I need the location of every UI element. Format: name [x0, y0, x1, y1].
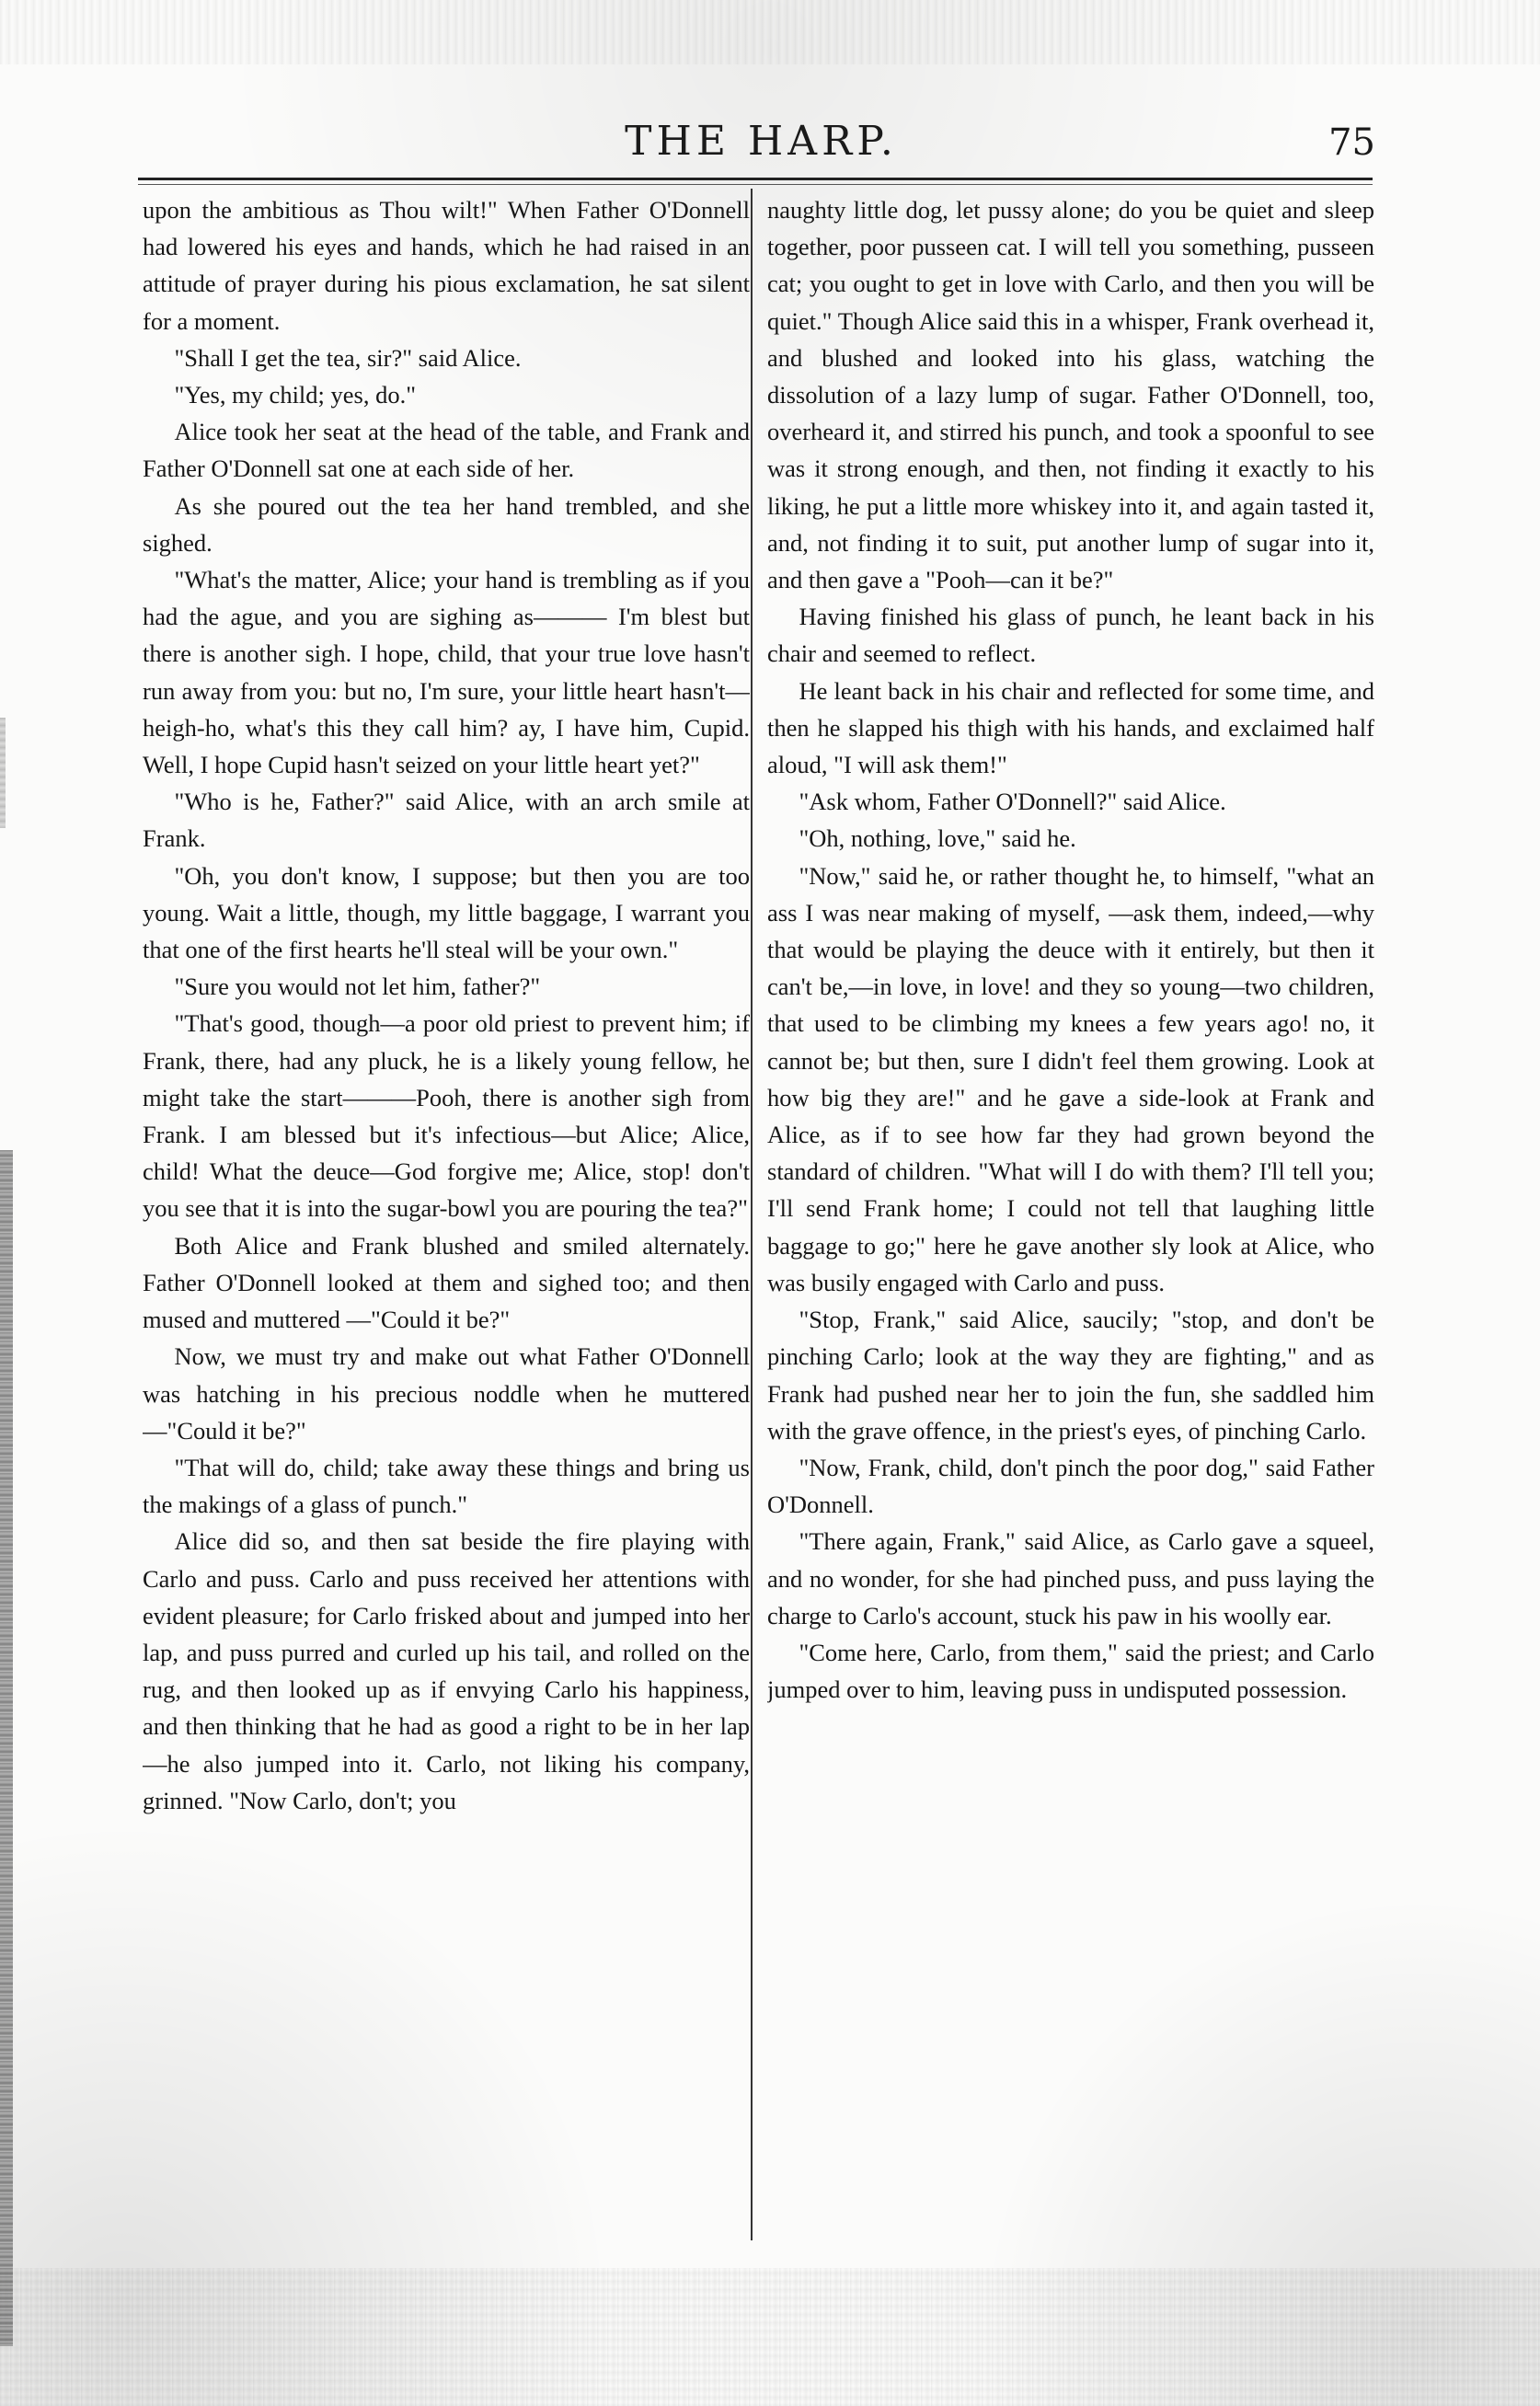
paragraph: Alice took her seat at the head of the table, and Frank and Father O'Donnell sat one at each side of her. — [143, 418, 750, 483]
header-rule — [138, 178, 1373, 180]
scan-edge-strip — [0, 1150, 13, 2346]
paragraph: naughty little dog, let pussy alone; do you be quiet and sleep together, poor pusseen cat. I will tell you something, pusseen cat; you ought to get in love with Carlo, and then you will be quiet." Though Alice said this in a whisper, Frank overhead it, and blushed and looked into his glass, watching the dissolution of a lazy lump of sugar. Father O'Donnell, too, overheard it, and stirred his punch, and took a spoonful to see was it strong enough, and then, not finding it exactly to his liking, he put a little more whiskey into it, and again tasted it, and, not finding it to suit, put another lump of sugar into it, and then gave a "Pooh—can it be?" — [767, 196, 1374, 594]
paragraph: "Come here, Carlo, from them," said the priest; and Carlo jumped over to him, leaving puss in undisputed possession. — [767, 1638, 1374, 1704]
paragraph: "Oh, nothing, love," said he. — [799, 824, 1076, 853]
right-column — [767, 191, 1374, 2243]
paragraph: Now, we must try and make out what Father O'Donnell was hatching in his precious noddle when he muttered—"Could it be?" — [143, 1342, 750, 1445]
paragraph: "Ask whom, Father O'Donnell?" said Alice. — [799, 788, 1226, 816]
header-rule-thin — [138, 184, 1373, 185]
paragraph: "Now," said he, or rather thought he, to himself, "what an ass I was near making of myself, —ask them, indeed,—why that would be playing the deuce with it entirely, but then it can't be,—in love, in love! and they so young—two children, that used to be climbing my knees a few years ago! no, it cannot be; but then, sure I didn't feel them growing. Look at how big they are!" and he gave a side-look at Frank and Alice, as if to see how far they had grown beyond the standard of children. "What will I do with them? I'll tell you; I'll send Frank home; I could not tell that laughing little baggage to go;" here he gave another sly look at Alice, who was busily engaged with Carlo and puss. — [767, 861, 1374, 1296]
paragraph: Both Alice and Frank blushed and smiled alternately. Father O'Donnell looked at them and sighed too; and then mused and muttered —"Could it be?" — [143, 1231, 750, 1334]
paragraph: "Sure you would not let him, father?" — [174, 973, 541, 1001]
paragraph: "Who is he, Father?" said Alice, with an arch smile at Frank. — [143, 788, 750, 853]
paragraph: "That will do, child; take away these things and bring us the makings of a glass of punch." — [143, 1453, 750, 1519]
scan-edge-mark — [0, 718, 6, 828]
column-divider — [751, 189, 753, 2240]
paragraph: "That's good, though—a poor old priest to prevent him; if Frank, there, had any pluck, he is a likely young fellow, he might take the start———Pooh, there is another sigh from Frank. I am blessed but it's infectious—but Alice; Alice, child! What the deuce—God forgive me; Alice, stop! don't you see that it is into the sugar-bowl you are pouring the tea?" — [143, 1009, 750, 1223]
page-header — [147, 118, 1375, 173]
paragraph: "Oh, you don't know, I suppose; but then you are too young. Wait a little, though, my little baggage, I warrant you that one of the first hearts he'll steal will be your own." — [143, 861, 750, 964]
paragraph: "There again, Frank," said Alice, as Carlo gave a squeel, and no wonder, for she had pinched puss, and puss laying the charge to Carlo's account, stuck his paw in his woolly ear. — [767, 1527, 1374, 1629]
page-number: 75 — [1328, 121, 1375, 164]
paragraph: "Shall I get the tea, sir?" said Alice. — [174, 343, 522, 372]
running-title: THE HARP. — [625, 118, 898, 165]
paragraph: upon the ambitious as Thou wilt!" When Father O'Donnell had lowered his eyes and hands, which he had raised in an attitude of prayer during his pious exclamation, he sat silent for a moment. — [143, 196, 750, 335]
paragraph: "Stop, Frank," said Alice, saucily; "stop, and don't be pinching Carlo; look at the way they are fighting," and as Frank had pushed near her to join the fun, she saddled him with the grave offence, in the priest's eyes, of pinching Carlo. — [767, 1306, 1374, 1445]
paragraph: "Now, Frank, child, don't pinch the poor dog," said Father O'Donnell. — [767, 1453, 1374, 1519]
scan-noise-bottom — [0, 2268, 1540, 2406]
paragraph: He leant back in his chair and reflected for some time, and then he slapped his thigh with his hands, and exclaimed half aloud, "I will ask them!" — [767, 676, 1374, 779]
paragraph: "Yes, my child; yes, do." — [174, 381, 417, 409]
paragraph: Having finished his glass of punch, he leant back in his chair and seemed to reflect. — [767, 603, 1374, 668]
left-column — [143, 191, 750, 2243]
paragraph: "What's the matter, Alice; your hand is trembling as if you had the ague, and you are sighing as——— I'm blest but there is another sigh. I hope, child, that your true love hasn't run away from you: but no, I'm sure, your little heart hasn't—heigh-ho, what's this they call him? ay, I have him, Cupid. Well, I hope Cupid hasn't seized on your little heart yet?" — [143, 566, 750, 779]
paragraph: As she poured out the tea her hand trembled, and she sighed. — [143, 491, 750, 557]
scan-noise-top — [0, 0, 1540, 64]
paragraph: Alice did so, and then sat beside the fire playing with Carlo and puss. Carlo and puss received her attentions with evident pleasure; for Carlo frisked about and jumped into her lap, and puss purred and curled up his tail, and rolled on the rug, and then looked up as if envying Carlo his happiness, and then thinking that he had as good a right to be in her lap —he also jumped into it. Carlo, not liking his company, grinned. "Now Carlo, don't; you — [143, 1527, 750, 1814]
